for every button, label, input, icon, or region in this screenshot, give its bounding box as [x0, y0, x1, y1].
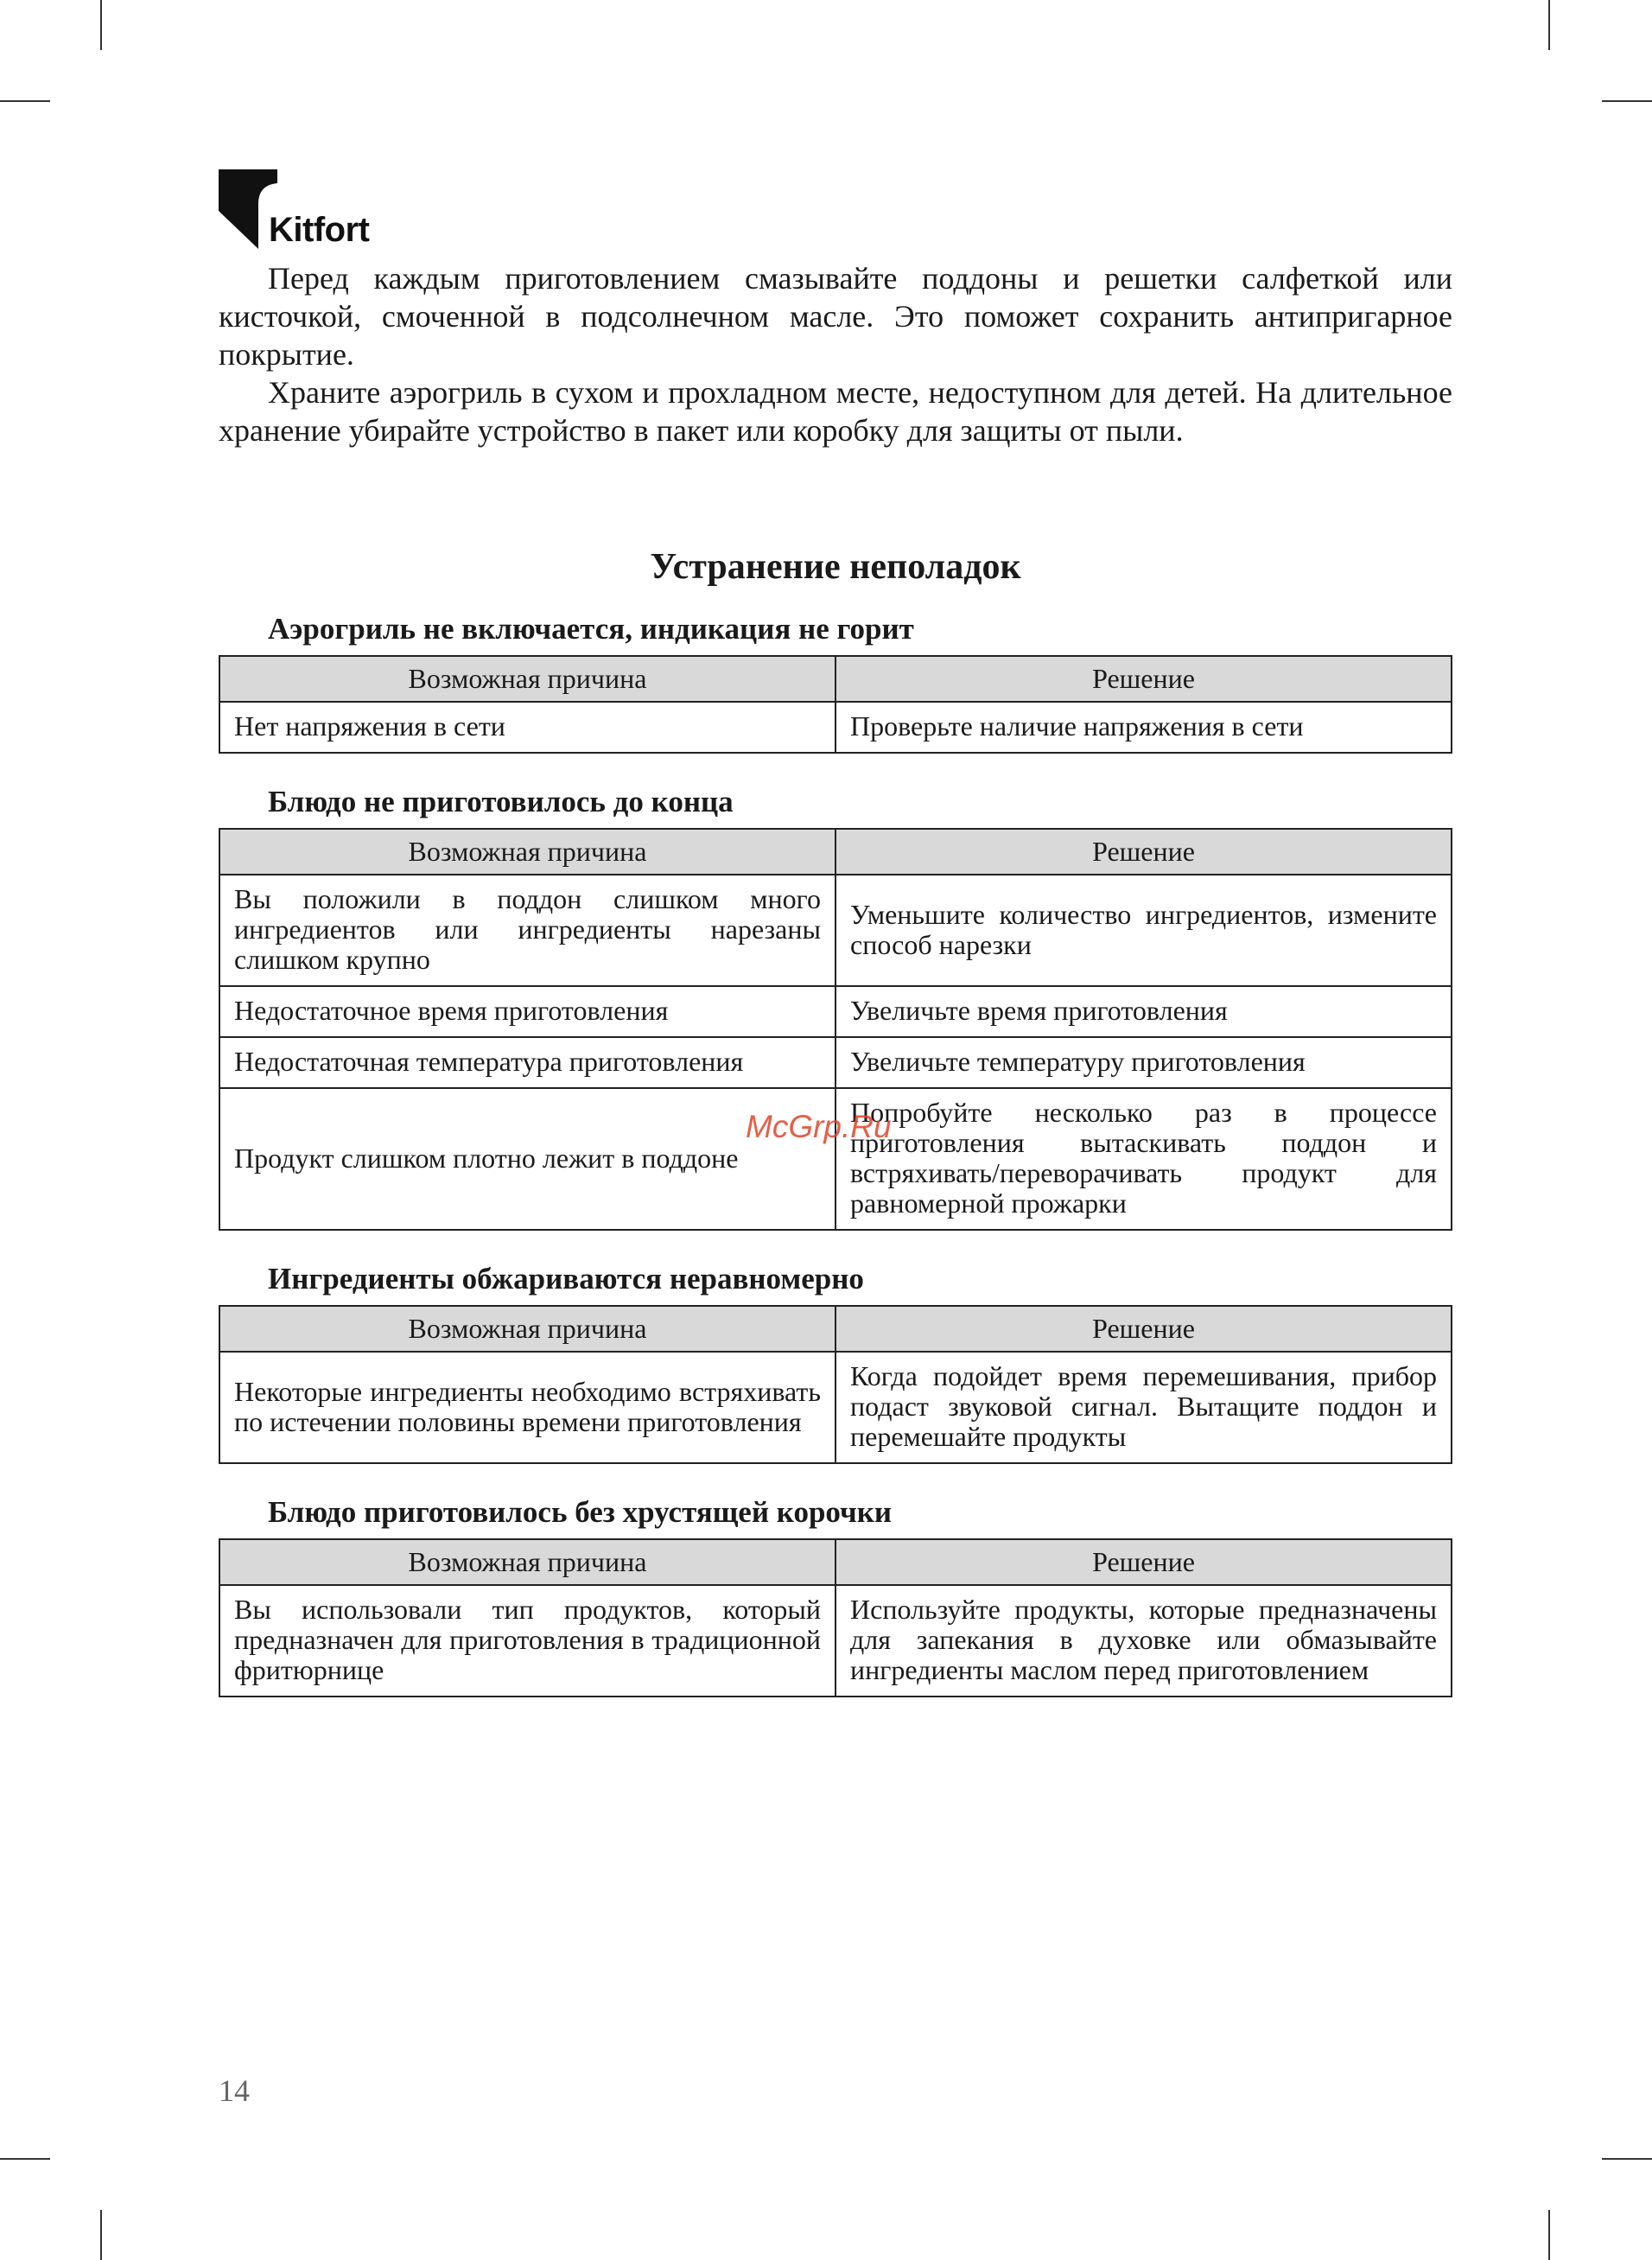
table-header-row: [219, 656, 1452, 702]
table-header-row: [219, 1539, 1452, 1585]
crop-mark: [100, 2210, 102, 2260]
table-row: [219, 986, 1452, 1037]
solution-cell: Увеличьте время приготовления: [836, 986, 1452, 1037]
solution-cell: Проверьте наличие напряжения в сети: [836, 702, 1452, 753]
solution-cell: Увеличьте температуру приготовления: [836, 1037, 1452, 1088]
page-number: 14: [219, 2073, 250, 2108]
cause-cell: Некоторые ингредиенты необходимо встряхивать по истечении половины времени приготовления: [219, 1352, 836, 1463]
table-header-row: [219, 829, 1452, 875]
solution-cell: Попробуйте несколько раз в процессе приготовления вытаскивать поддон и встряхивать/переворачивать продукт для равномерной прожарки: [836, 1088, 1452, 1230]
cause-cell: Нет напряжения в сети: [219, 702, 836, 753]
troubleshooting-table: [219, 1538, 1452, 1697]
problem-title: Блюдо приготовилось без хрустящей корочки: [268, 1495, 893, 1529]
header-solution: Решение: [836, 1539, 1452, 1585]
header-solution: Решение: [836, 656, 1452, 702]
header-cause: Возможная причина: [219, 656, 836, 702]
table-row: [219, 1352, 1452, 1463]
solution-cell: Используйте продукты, которые предназначены для запекания в духовке или обмазывайте ингредиенты маслом перед приготовлением: [836, 1585, 1452, 1697]
header-solution: Решение: [836, 829, 1452, 875]
cause-cell: Продукт слишком плотно лежит в поддоне: [219, 1088, 836, 1230]
table-row: [219, 875, 1452, 986]
table-row: [219, 1585, 1452, 1697]
cause-cell: Недостаточное время приготовления: [219, 986, 836, 1037]
table-header-row: [219, 1306, 1452, 1352]
cause-cell: Вы использовали тип продуктов, который предназначен для приготовления в традиционной фритюрнице: [219, 1585, 836, 1697]
crop-mark: [1548, 0, 1550, 50]
brand-logo: [219, 169, 426, 256]
cause-cell: Недостаточная температура приготовления: [219, 1037, 836, 1088]
header-cause: Возможная причина: [219, 1539, 836, 1585]
crop-mark: [1602, 100, 1652, 102]
crop-mark: [0, 2158, 50, 2160]
crop-mark: [1602, 2158, 1652, 2160]
crop-mark: [1548, 2210, 1550, 2260]
problem-title: Аэрогриль не включается, индикация не горит: [268, 612, 914, 646]
watermark: McGrp.Ru: [746, 1109, 892, 1144]
cause-cell: Вы положили в поддон слишком много ингредиентов или ингредиенты нарезаны слишком крупно: [219, 875, 836, 986]
solution-cell: Уменьшите количество ингредиентов, измените способ нарезки: [836, 875, 1452, 986]
page-content: [219, 259, 1452, 1727]
header-solution: Решение: [836, 1306, 1452, 1352]
problem-title: Блюдо не приготовилось до конца: [268, 785, 734, 818]
troubleshooting-table: [219, 828, 1452, 1231]
troubleshooting-table: [219, 1305, 1452, 1464]
solution-cell: Когда подойдет время перемешивания, прибор подаст звуковой сигнал. Вытащите поддон и перемешайте продукты: [836, 1352, 1452, 1463]
intro-paragraph-1: Перед каждым приготовлением смазывайте поддоны и решетки салфеткой или кисточкой, смоченной в подсолнечном масле. Это поможет сохранить антипригарное покрытие.: [219, 261, 1452, 372]
table-row: [219, 1037, 1452, 1088]
troubleshooting-table: [219, 655, 1452, 754]
header-cause: Возможная причина: [219, 829, 836, 875]
header-cause: Возможная причина: [219, 1306, 836, 1352]
table-row: [219, 702, 1452, 753]
crop-mark: [100, 0, 102, 50]
brand-name: Kitfort: [269, 211, 370, 249]
intro-paragraph-2: Храните аэрогриль в сухом и прохладном месте, недоступном для детей. На длительное хранение убирайте устройство в пакет или коробку для защиты от пыли.: [219, 375, 1452, 448]
problem-title: Ингредиенты обжариваются неравномерно: [268, 1262, 864, 1296]
crop-mark: [0, 100, 50, 102]
section-title: Устранение неполадок: [650, 547, 1021, 587]
